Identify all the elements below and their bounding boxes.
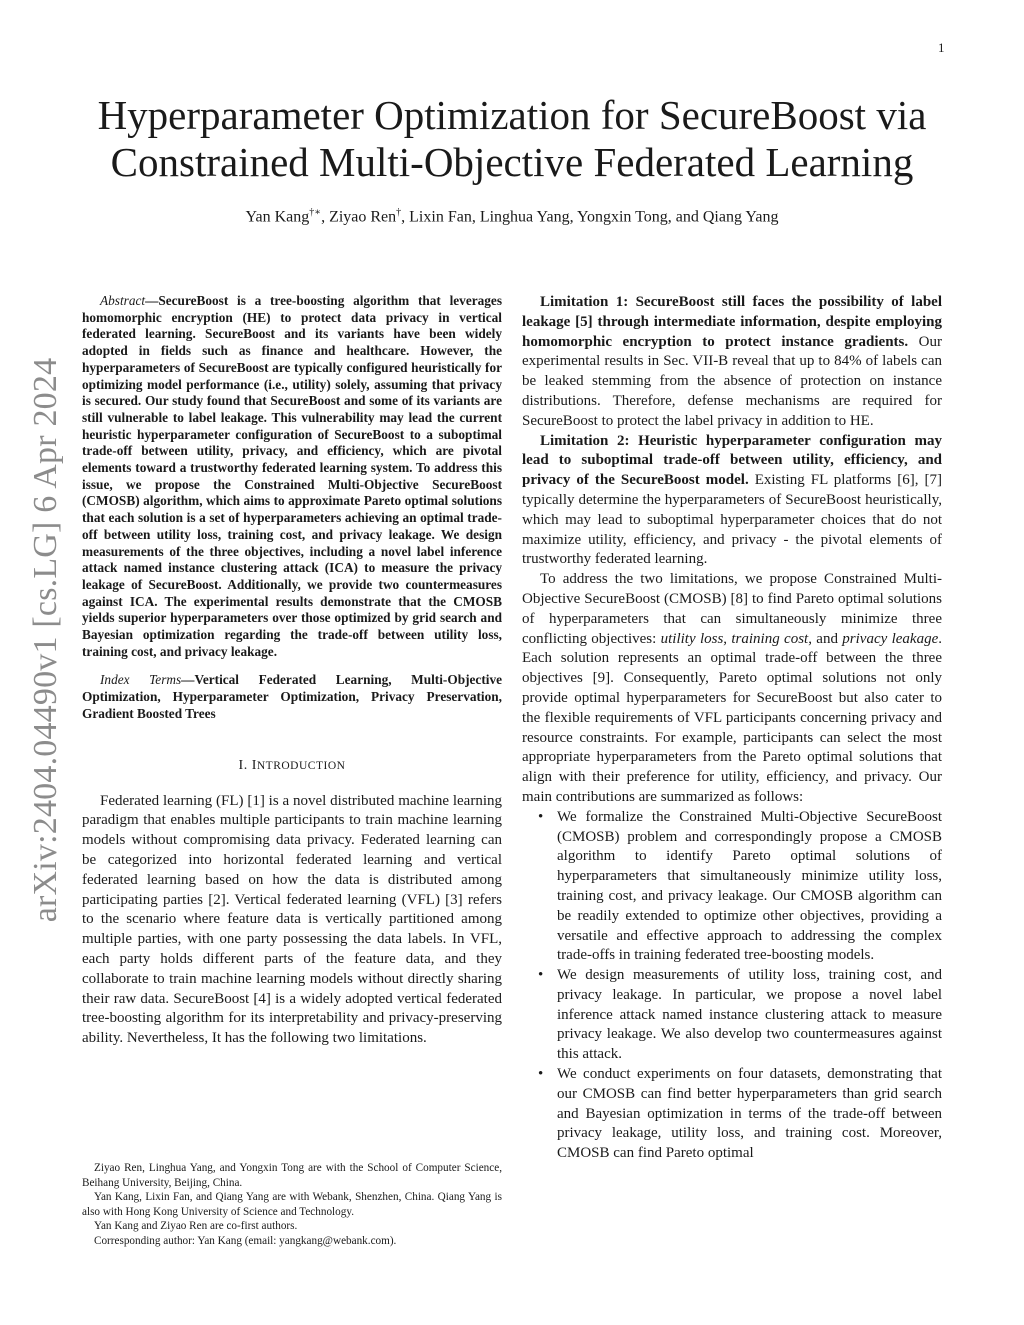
limitation-1-text: Our experimental results in Sec. VII-B reveal that up to 84% of labels can be leaked stemming from the absence of protection on instance distributions. Therefore, defense mechanisms are required for SecureBoost to protect the label privacy in addition to HE.	[522, 333, 942, 429]
contributions-list	[522, 808, 942, 1164]
limitation-2	[522, 432, 942, 571]
paper-title	[60, 92, 964, 186]
footnote: Corresponding author: Yan Kang (email: yangkang@webank.com).	[94, 1234, 397, 1247]
index-terms	[82, 672, 502, 722]
section-heading-introduction	[82, 758, 502, 774]
author-1: Yan Kang	[245, 208, 310, 226]
limitation-2-text: Existing FL platforms [6], [7] typically determine the hyperparameters of SecureBoost heuristically, which may lead to suboptimal hyperparameter choices that do not maximize utility, efficiency, and privacy - the pivotal elements of trustworthy federated learning.	[522, 472, 942, 568]
author-2-mark: †	[396, 207, 402, 218]
bullet-icon: •	[538, 967, 544, 984]
list-item	[522, 1065, 942, 1164]
abstract-text: —SecureBoost is a tree-boosting algorithm that leverages homomorphic encryption (HE) to protect data privacy in vertical federated learning. SecureBoost and its variants have been widely adopted in fields such as finance and healthcare. However, the hyperparameters of SecureBoost are typically configured heuristically for optimizing model performance (i.e., utility) solely, assuming that privacy is secured. Our study found that SecureBoost and some of its variants are still vulnerable to label leakage. This vulnerability may lead the current heuristic hyperparameter configuration of SecureBoost to a suboptimal trade-off between utility, privacy, and efficiency, which are pivotal elements toward a trustworthy federated learning system. To address this issue, we propose the Constrained Multi-Objective SecureBoost (CMOSB) algorithm, which aims to approximate Pareto optimal solutions that each solution is a set of hyperparameters achieving an optimal trade-off between utility loss, training cost, and privacy leakage. We design measurements of the three objectives, including a novel label inference attack named instance clustering attack (ICA) to measure the privacy leakage of SecureBoost. Additionally, we provide two countermeasures against ICA. The experimental results demonstrate that the CMOSB yields superior hyperparameters over those optimized by grid search and Bayesian optimization regarding the trade-off between utility loss, training cost, and privacy leakage.	[82, 293, 502, 659]
section-number: I. I	[238, 757, 257, 773]
limitation-2-bold: Limitation 2: Heuristic hyperparameter configuration may lead to suboptimal trade-off between utility, efficiency, and privacy of the SecureBoost model.	[522, 432, 942, 489]
index-terms-label: Index Terms	[100, 672, 182, 688]
objective-privacy-leakage: privacy leakage	[842, 630, 939, 647]
title-line-2: Constrained Multi-Objective Federated Learning	[110, 139, 914, 185]
abstract	[82, 293, 502, 660]
contribution-text: We design measurements of utility loss, training cost, and privacy leakage. In particular, we propose a novel label inference attack named instance clustering attack to measure privacy leakage. We also develop two countermeasures against this attack.	[557, 967, 942, 1063]
contribution-text: We formalize the Constrained Multi-Objective SecureBoost (CMOSB) problem and correspondingly propose a CMOSB algorithm to identify Pareto optimal solutions of hyperparameters that simultaneously minimize utility loss, training cost, and privacy leakage. Our CMOSB algorithm can be readily extended to optimize other objectives, providing a versatile and effective approach to addressing the complex trade-offs in training federated tree-boosting models.	[557, 808, 942, 964]
author-2: Ziyao Ren	[329, 208, 397, 226]
author-rest: , Lixin Fan, Linghua Yang, Yongxin Tong, and Qiang Yang	[401, 208, 779, 226]
contribution-text: We conduct experiments on four datasets, demonstrating that our CMOSB can find better hyperparameters than grid search and Bayesian optimization in terms of the trade-off between privacy leakage, utility loss, and training cost. Moreover, CMOSB can find Pareto optimal	[557, 1066, 942, 1162]
address-sep-1: ,	[723, 630, 732, 647]
objective-training-cost: training cost	[731, 630, 809, 647]
bullet-icon: •	[538, 1066, 544, 1083]
bullet-icon: •	[538, 808, 544, 825]
author-1-mark: †∗	[309, 207, 322, 218]
left-column	[82, 293, 502, 1049]
address-sep-2: , and	[808, 630, 843, 647]
limitation-1	[522, 293, 942, 432]
abstract-label: Abstract	[100, 293, 146, 308]
footnote: Yan Kang and Ziyao Ren are co-first authors.	[94, 1220, 298, 1233]
author-list	[60, 207, 964, 226]
footnote: Yan Kang, Lixin Fan, and Qiang Yang are with Webank, Shenzhen, China. Qiang Yang is also with Hong Kong University of Science and Technology.	[82, 1191, 502, 1218]
arxiv-stamp-text: arXiv:2404.04490v1 [cs.LG] 6 Apr 2024	[27, 357, 64, 923]
footnotes	[82, 1161, 502, 1249]
limitation-1-bold: Limitation 1: SecureBoost still faces the possibility of label leakage [5] through intermediate information, despite employing homomorphic encryption to protect instance gradients.	[522, 294, 942, 350]
address-text-2: . Each solution represents an optimal trade-off between the three objectives [9]. Consequently, Pareto optimal solutions not only provide optimal hyperparameters for SecureBoost but also cater to the flexible requirements of VFL participants concerning privacy and resource constraints. For example, participants can select the most appropriate hyperparameters from the Pareto optimal solutions that align with their preference for utility, efficiency, and privacy. Our main contributions are summarized as follows:	[522, 630, 942, 805]
list-item	[522, 808, 942, 966]
objective-utility-loss: utility loss	[660, 630, 724, 647]
section-title: NTRODUCTION	[256, 759, 346, 772]
title-line-1: Hyperparameter Optimization for SecureBoost via	[97, 92, 927, 138]
address-text-1: To address the two limitations, we propose Constrained Multi-Objective SecureBoost (CMOSB) [8] to find Pareto optimal solutions of hyperparameters that can simultaneously minimize three conflicting objectives:	[522, 571, 942, 647]
list-item	[522, 966, 942, 1065]
index-terms-text: —Vertical Federated Learning, Multi-Objective Optimization, Hyperparameter Optimization, Privacy Preservation, Gradient Boosted Trees	[82, 672, 502, 721]
footnote: Ziyao Ren, Linghua Yang, and Yongxin Tong are with the School of Computer Science, Beihang University, Beijing, China.	[82, 1162, 502, 1189]
author-separator: ,	[321, 208, 330, 226]
right-column	[522, 293, 942, 1164]
page-number: 1	[938, 40, 945, 55]
address-paragraph	[522, 570, 942, 808]
intro-paragraph: Federated learning (FL) [1] is a novel distributed machine learning paradigm that enables multiple participants to train machine learning models without compromising data privacy. Federated learning can be categorized into horizontal federated learning and vertical federated learning based on how the data is distributed among participating parties [2]. Vertical federated learning (VFL) [3] refers to the scenario where feature data is vertically partitioned among multiple parties, with one party possessing the data labels. In VFL, each party holds different parts of the feature data, and they collaborate to train machine learning models without directly sharing their raw data. SecureBoost [4] is a widely adopted vertical federated tree-boosting algorithm for its interpretability and privacy-preserving ability. Nevertheless, It has the following two limitations.	[82, 792, 502, 1047]
